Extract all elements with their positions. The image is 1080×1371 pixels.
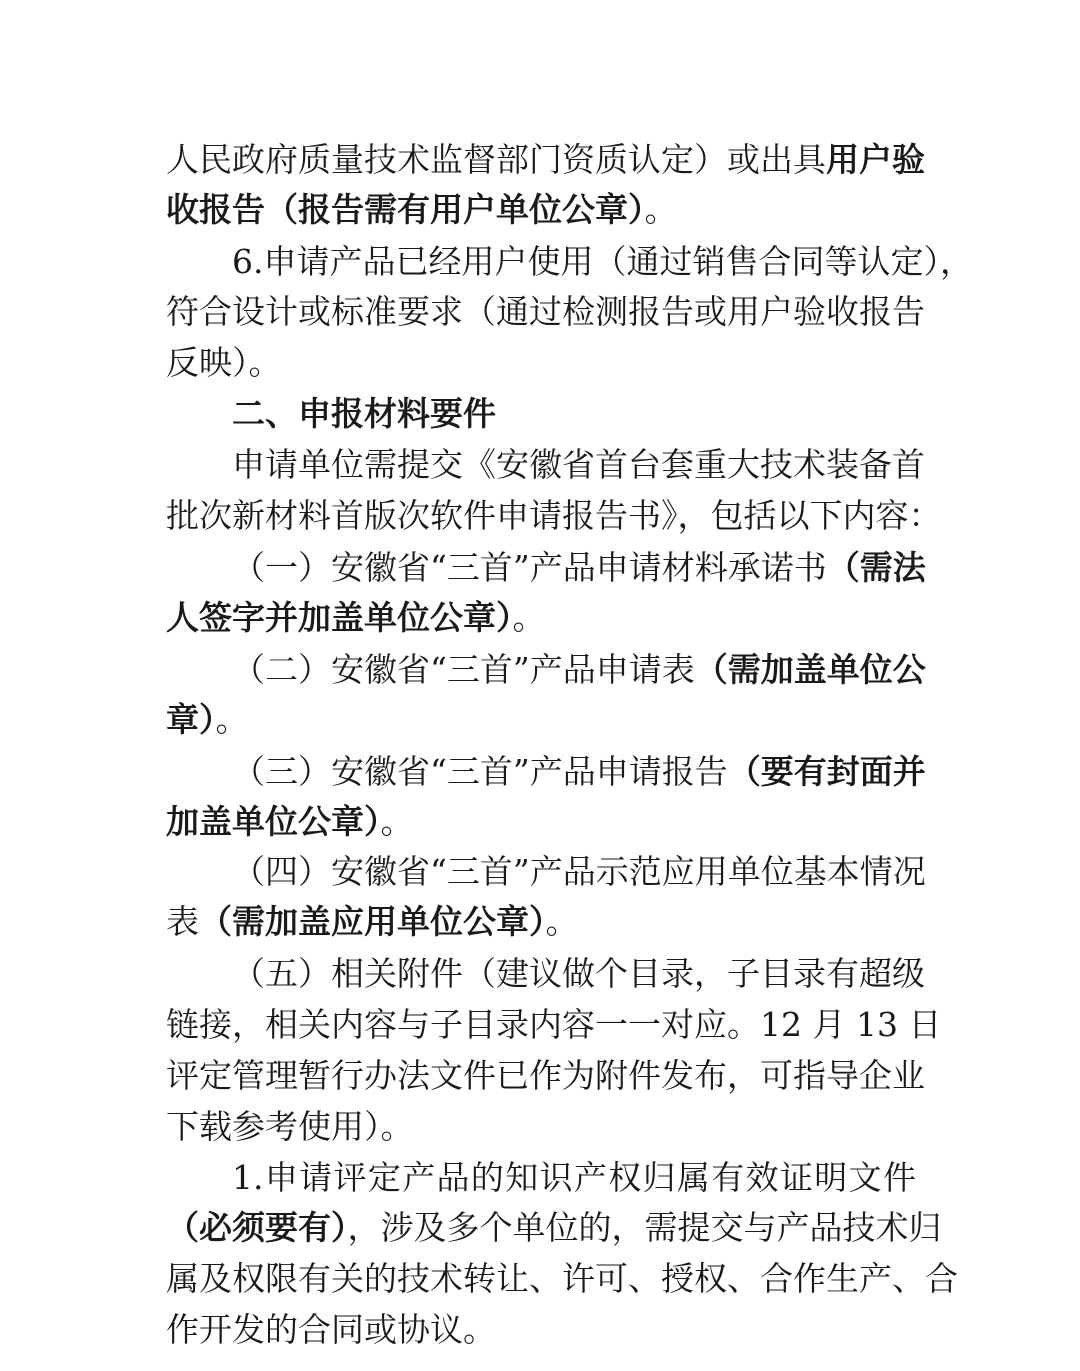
- list-item-line: （三）安徽省“三首”产品申请报告（要有封面并: [232, 752, 926, 791]
- paragraph-line: 6.申请产品已经用户使用（通过销售合同等认定），: [232, 242, 973, 281]
- list-item-line: 加盖单位公章）。: [166, 802, 414, 841]
- list-item-line: 作开发的合同或协议。: [166, 1310, 496, 1349]
- paragraph-line: 收报告（报告需有用户单位公章）。: [166, 190, 678, 229]
- paragraph-line: 符合设计或标准要求（通过检测报告或用户验收报告: [166, 292, 925, 331]
- list-item-line: 属及权限有关的技术转让、许可、授权、合作生产、合: [166, 1259, 958, 1298]
- list-item-line: （二）安徽省“三首”产品申请表（需加盖单位公: [232, 650, 926, 689]
- list-item-line: 评定管理暂行办法文件已作为附件发布，可指导企业: [166, 1056, 925, 1095]
- list-item-line: 表（需加盖应用单位公章）。: [166, 902, 579, 941]
- list-item-line: （一）安徽省“三首”产品申请材料承诺书（需法: [232, 548, 926, 587]
- paragraph-line: 批次新材料首版次软件申请报告书》，包括以下内容：: [166, 496, 942, 535]
- paragraph-line: 申请单位需提交《安徽省首台套重大技术装备首: [232, 445, 925, 484]
- paragraph-line: 反映）。: [166, 343, 282, 382]
- paragraph-line: 人民政府质量技术监督部门资质认定）或出具用户验: [166, 140, 925, 179]
- list-item-line: （四）安徽省“三首”产品示范应用单位基本情况: [232, 852, 926, 891]
- list-item-line: （必须要有），涉及多个单位的，需提交与产品技术归: [166, 1208, 942, 1247]
- list-item-line: 1.申请评定产品的知识产权归属有效证明文件: [232, 1158, 916, 1197]
- list-item-line: 链接，相关内容与子目录内容一一对应。12 月 13 日: [166, 1005, 942, 1044]
- list-item-line: 人签字并加盖单位公章）。: [166, 598, 546, 637]
- list-item-line: （五）相关附件（建议做个目录，子目录有超级: [232, 954, 925, 993]
- section-heading: 二、申报材料要件: [232, 394, 496, 433]
- list-item-line: 下载参考使用）。: [166, 1107, 414, 1146]
- list-item-line: 章）。: [166, 700, 249, 739]
